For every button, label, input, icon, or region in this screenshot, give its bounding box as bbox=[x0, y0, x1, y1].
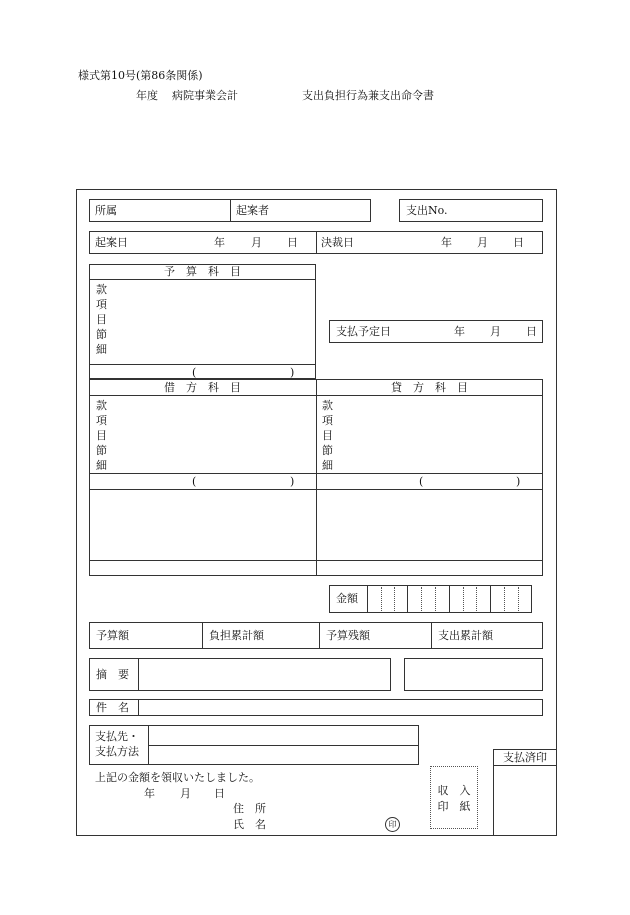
budget-remaining-label: 予算残額 bbox=[326, 629, 370, 642]
debit-item: 細 bbox=[96, 459, 107, 472]
debit-item: 節 bbox=[96, 444, 107, 457]
burden-total-label: 負担累計額 bbox=[209, 629, 264, 642]
decision-day: 日 bbox=[513, 236, 524, 249]
budget-item: 細 bbox=[96, 343, 107, 356]
scheduled-month: 月 bbox=[490, 325, 501, 338]
revenue-stamp-label-1: 収 入 bbox=[437, 784, 471, 797]
budget-amount-label: 予算額 bbox=[96, 629, 129, 642]
budget-paren-open: ( bbox=[192, 366, 197, 379]
budget-header: 予 算 科 目 bbox=[164, 265, 241, 278]
credit-item: 項 bbox=[322, 414, 333, 427]
payee-label-2: 支払方法 bbox=[95, 745, 139, 758]
budget-section bbox=[89, 264, 316, 379]
subject-label: 件 名 bbox=[96, 701, 129, 714]
amount-field[interactable] bbox=[329, 585, 532, 613]
address-label: 住 所 bbox=[233, 802, 266, 815]
revenue-stamp-label-2: 印 紙 bbox=[437, 800, 471, 813]
scheduled-year: 年 bbox=[454, 325, 465, 338]
receipt-year: 年 bbox=[144, 787, 155, 800]
payment-no-label: 支出No. bbox=[406, 204, 448, 217]
credit-item: 節 bbox=[322, 444, 333, 457]
scheduled-payment-label: 支払予定日 bbox=[336, 325, 391, 338]
budget-item: 目 bbox=[96, 313, 107, 326]
debit-paren-open: ( bbox=[192, 475, 197, 488]
fiscal-year-label: 年度 bbox=[136, 89, 158, 102]
debit-paren-close: ) bbox=[290, 475, 295, 488]
seal-icon: 印 bbox=[385, 817, 400, 832]
form-number: 様式第10号(第86条関係) bbox=[78, 69, 203, 82]
receipt-day: 日 bbox=[214, 787, 225, 800]
draft-day: 日 bbox=[287, 236, 298, 249]
budget-item: 節 bbox=[96, 328, 107, 341]
summary-field[interactable] bbox=[89, 658, 391, 691]
subject-field[interactable] bbox=[89, 699, 543, 716]
form-title: 支出負担行為兼支出命令書 bbox=[302, 89, 434, 102]
decision-date-label: 決裁日 bbox=[321, 236, 354, 249]
draft-year: 年 bbox=[214, 236, 225, 249]
receipt-month: 月 bbox=[180, 787, 191, 800]
amount-label: 金額 bbox=[336, 592, 358, 605]
account-name: 病院事業会計 bbox=[172, 89, 238, 102]
credit-item: 細 bbox=[322, 459, 333, 472]
payee-label-1: 支払先・ bbox=[95, 730, 139, 743]
credit-paren-open: ( bbox=[419, 475, 424, 488]
credit-item: 目 bbox=[322, 429, 333, 442]
budget-item: 項 bbox=[96, 298, 107, 311]
budget-item: 款 bbox=[96, 283, 107, 296]
payment-total-label: 支出累計額 bbox=[438, 629, 493, 642]
drafter-label: 起案者 bbox=[236, 204, 269, 217]
scheduled-day: 日 bbox=[526, 325, 537, 338]
credit-item: 款 bbox=[322, 399, 333, 412]
revenue-stamp-area bbox=[430, 766, 478, 829]
decision-year: 年 bbox=[441, 236, 452, 249]
debit-item: 項 bbox=[96, 414, 107, 427]
paid-stamp-label: 支払済印 bbox=[503, 751, 547, 764]
affiliation-label: 所属 bbox=[95, 204, 117, 217]
draft-date-label: 起案日 bbox=[95, 236, 128, 249]
receipt-statement: 上記の金額を領収いたしました。 bbox=[95, 771, 260, 784]
summary-label: 摘 要 bbox=[96, 668, 129, 681]
credit-header: 貸 方 科 目 bbox=[391, 381, 468, 394]
debit-item: 款 bbox=[96, 399, 107, 412]
decision-month: 月 bbox=[477, 236, 488, 249]
debit-header: 借 方 科 目 bbox=[164, 381, 241, 394]
name-label: 氏 名 bbox=[233, 818, 266, 831]
debit-item: 目 bbox=[96, 429, 107, 442]
draft-month: 月 bbox=[251, 236, 262, 249]
credit-paren-close: ) bbox=[516, 475, 521, 488]
budget-paren-close: ) bbox=[290, 366, 295, 379]
summary-extra-box[interactable] bbox=[404, 658, 543, 691]
